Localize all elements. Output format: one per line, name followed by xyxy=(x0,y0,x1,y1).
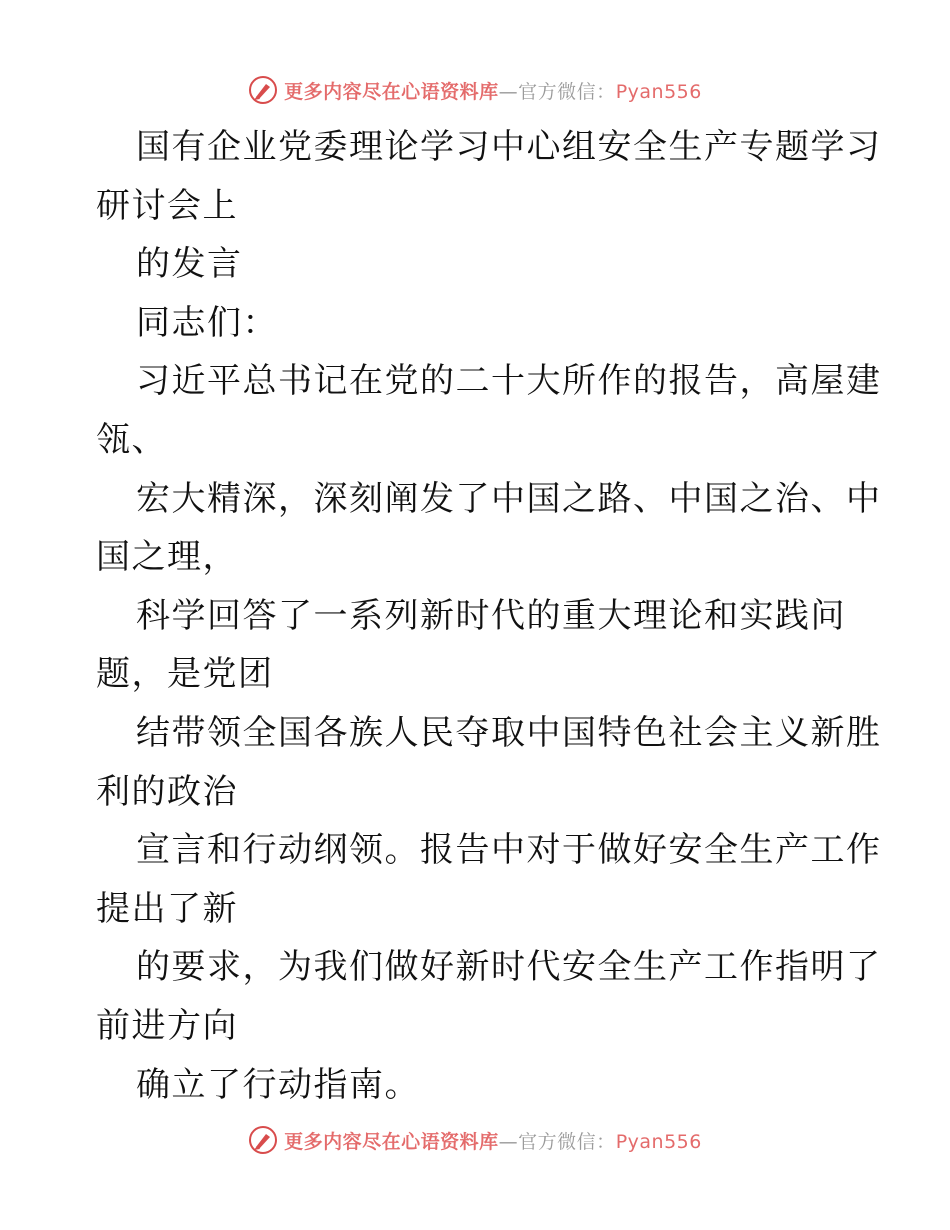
document-line: 题，是党团 xyxy=(96,654,274,695)
document-line: 的要求，为我们做好新时代安全生产工作指明了 xyxy=(136,947,882,988)
banner-main-text: 更多内容尽在心语资料库 xyxy=(284,80,499,103)
header-watermark-banner xyxy=(0,70,950,110)
document-line: 国之理， xyxy=(96,537,238,578)
banner-main-text: 更多内容尽在心语资料库 xyxy=(284,1130,499,1153)
document-line: 同志们： xyxy=(136,302,278,343)
banner-sub-text: 官方微信： xyxy=(518,80,616,103)
banner-text xyxy=(284,1127,702,1154)
document-line: 瓴、 xyxy=(96,419,167,460)
document-line: 研讨会上 xyxy=(96,185,238,226)
document-line: 宏大精深，深刻阐发了中国之路、中国之治、中 xyxy=(136,478,882,519)
banner-sub-text: 官方微信： xyxy=(518,1130,616,1153)
document-line: 前进方向 xyxy=(96,1005,238,1046)
document-line: 的发言 xyxy=(136,244,243,285)
banner-separator: — xyxy=(498,1130,519,1153)
banner-separator: — xyxy=(498,80,519,103)
document-line: 习近平总书记在党的二十大所作的报告，高屋建 xyxy=(136,361,882,402)
document-line: 国有企业党委理论学习中心组安全生产专题学习 xyxy=(136,127,882,167)
banner-account: Pyan556 xyxy=(615,80,702,103)
document-line: 提出了新 xyxy=(96,888,238,929)
document-line: 宣言和行动纲领。报告中对于做好安全生产工作 xyxy=(136,830,882,871)
pen-nib-logo-icon xyxy=(248,75,278,105)
document-line: 结带领全国各族人民夺取中国特色社会主义新胜 xyxy=(136,712,882,753)
footer-watermark-banner xyxy=(0,1120,950,1160)
document-line: 确立了行动指南。 xyxy=(136,1064,420,1105)
banner-text xyxy=(284,77,702,104)
document-line: 科学回答了一系列新时代的重大理论和实践问 xyxy=(136,595,846,636)
pen-nib-logo-icon xyxy=(248,1125,278,1155)
banner-account: Pyan556 xyxy=(615,1130,702,1153)
document-body xyxy=(96,118,882,1114)
document-line: 利的政治 xyxy=(96,771,238,812)
